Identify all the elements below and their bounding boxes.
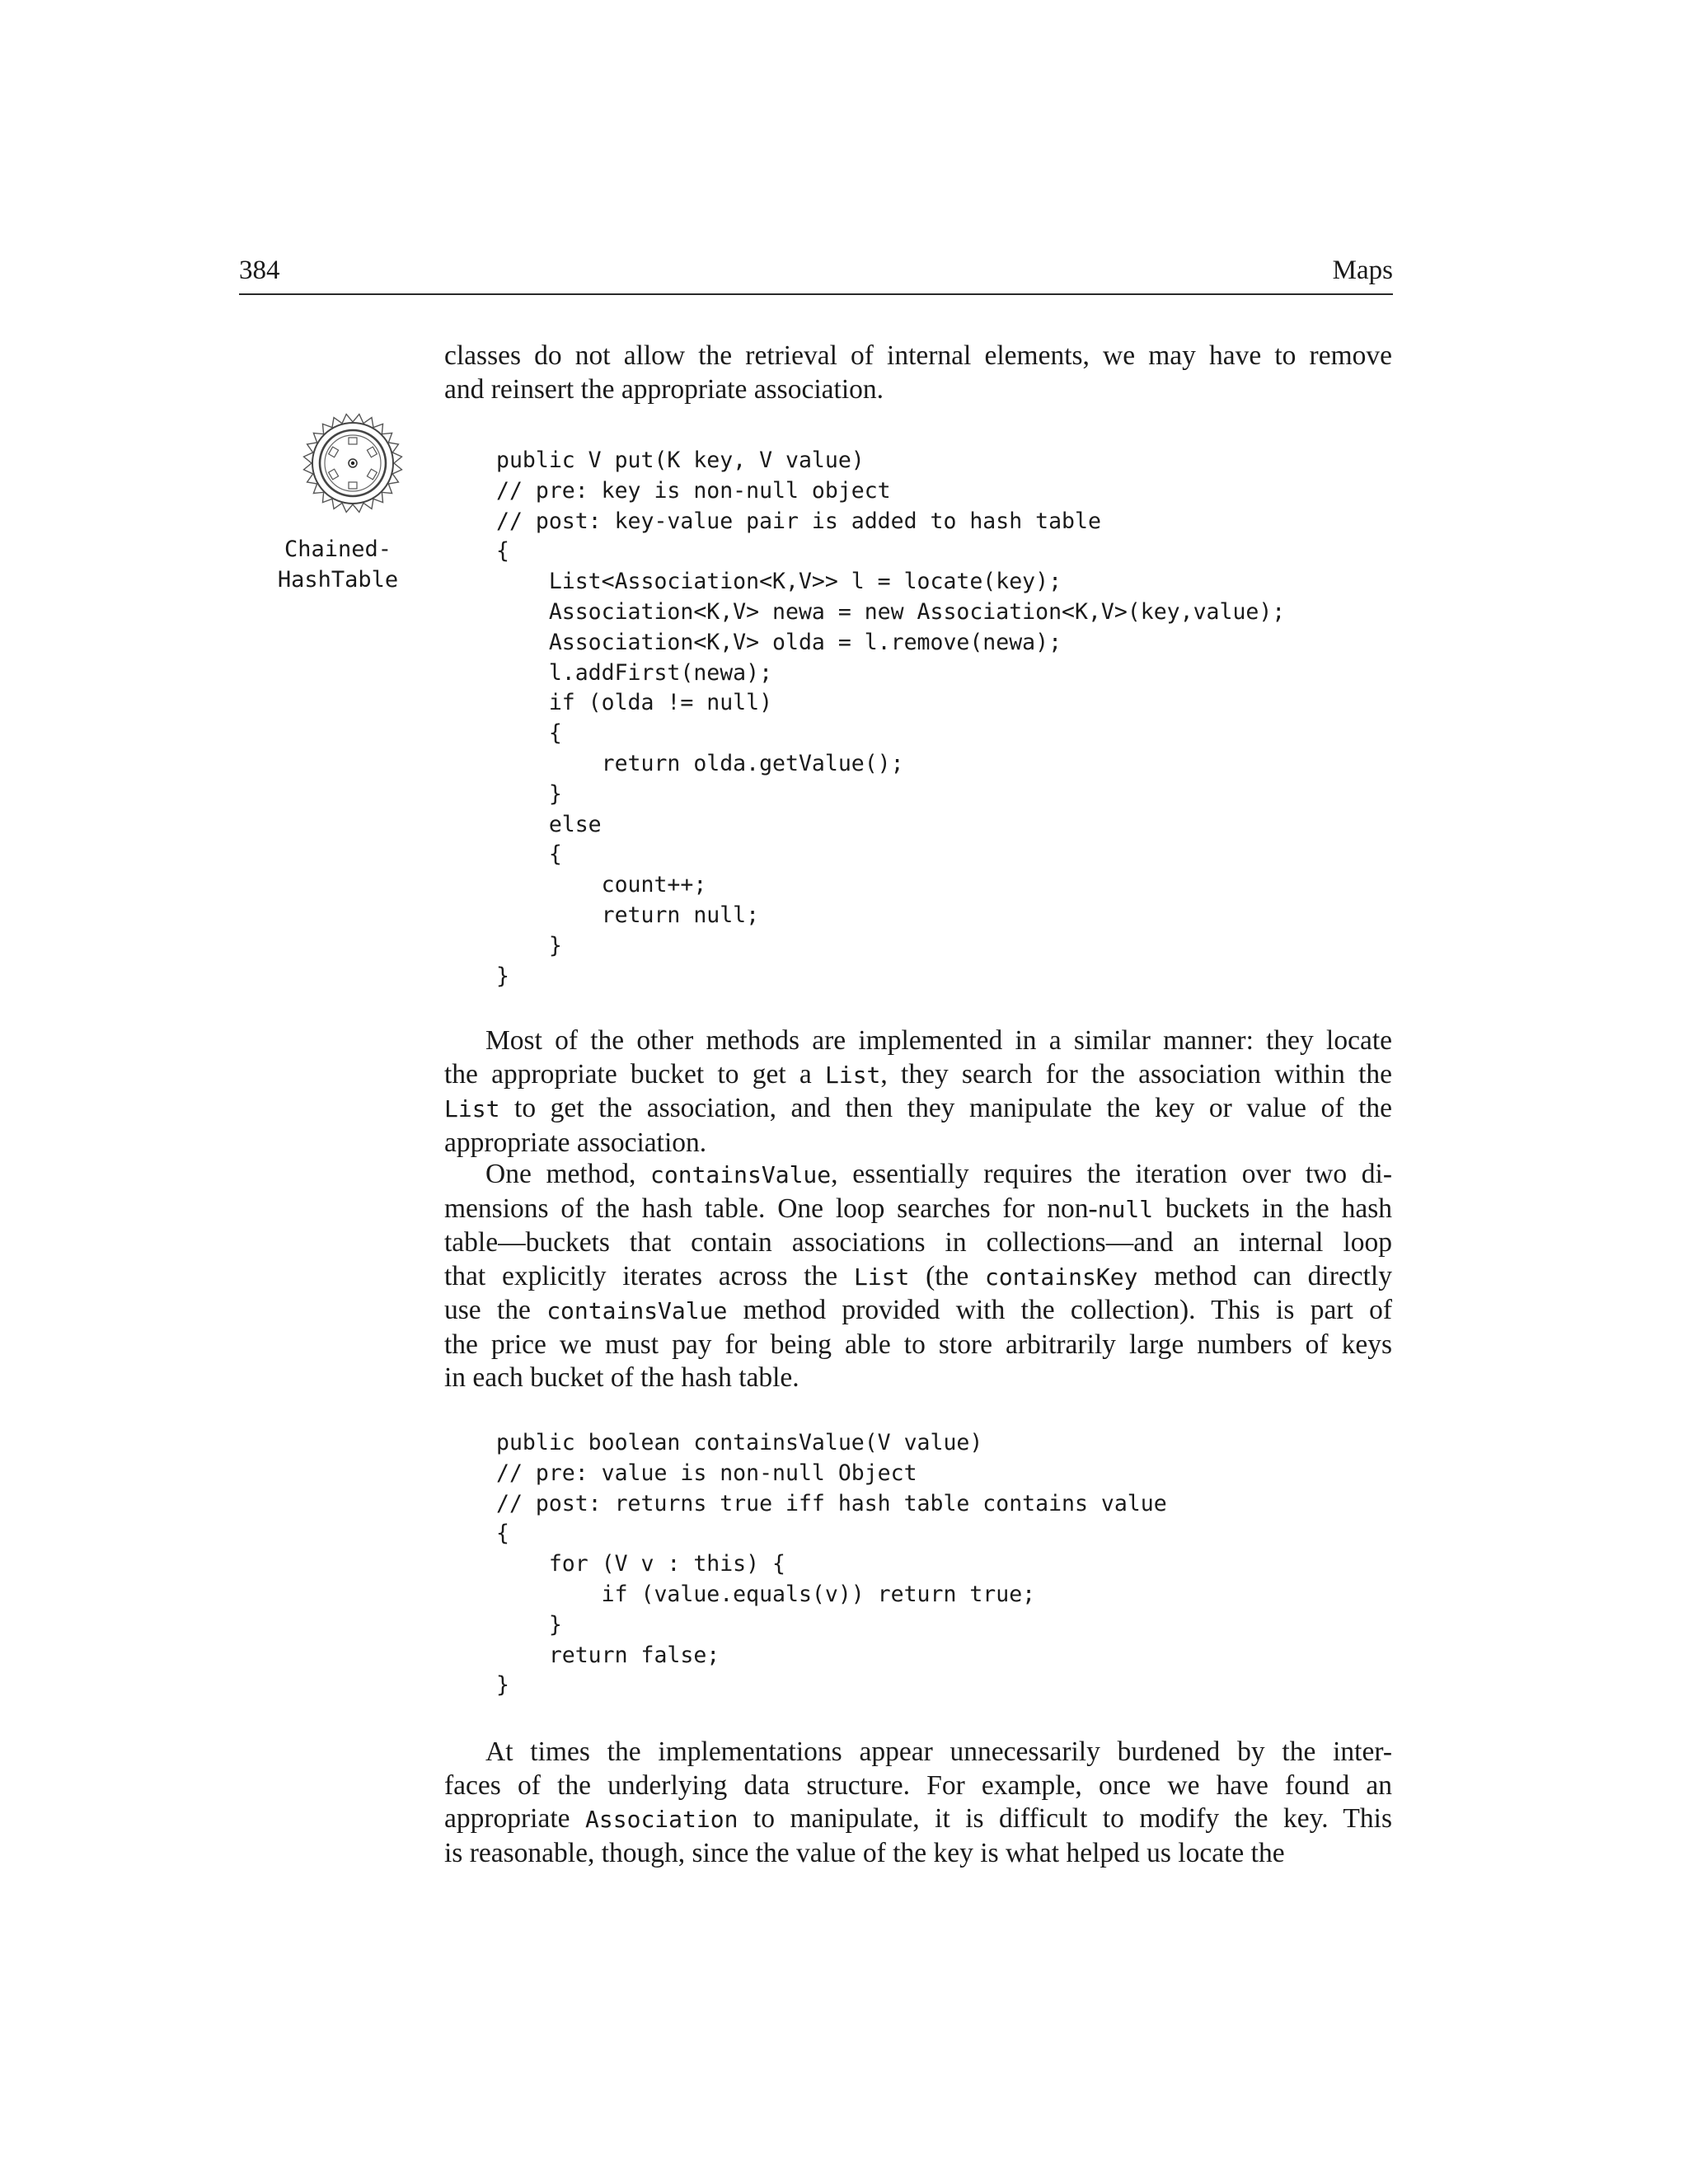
- code-line: public V put(K key, V value): [496, 448, 865, 473]
- text-line: [444, 1058, 1392, 1093]
- gear-slot: [329, 469, 339, 480]
- text-run: At times the implementations appear unnecessarily burdened by the inter-: [485, 1736, 1392, 1767]
- page-header: [239, 254, 1393, 295]
- text-run: One method,: [485, 1159, 650, 1189]
- text-run: in each bucket of the hash table.: [444, 1362, 799, 1393]
- code-line: return null;: [496, 902, 760, 928]
- text-run: , essentially requires the iteration over two di-: [831, 1159, 1393, 1189]
- text-run: (the: [909, 1260, 985, 1291]
- code-line: for (V v : this) {: [496, 1551, 785, 1577]
- gear-slot: [349, 438, 357, 444]
- code-line: count++;: [496, 872, 707, 898]
- text-line: [444, 1226, 1392, 1260]
- code-line: if (olda != null): [496, 690, 773, 716]
- margin-note-label: [247, 534, 429, 595]
- code-line: {: [496, 720, 562, 747]
- text-run: Most of the other methods are implemented in a similar manner: they locate: [485, 1025, 1392, 1056]
- text-line: [444, 1361, 1392, 1395]
- inline-code: List: [444, 1095, 500, 1122]
- code-line: Association<K,V> newa = new Association<K,V>(key,value);: [496, 598, 1286, 625]
- code-block-containsvalue: [496, 1428, 1167, 1701]
- code-line: // post: key-value pair is added to hash table: [496, 508, 1101, 534]
- inline-code: null: [1097, 1195, 1154, 1223]
- paragraph-methods: [444, 1024, 1392, 1160]
- code-line: }: [496, 963, 509, 989]
- code-line: // post: returns true iff hash table contains value: [496, 1490, 1167, 1516]
- text-run: that explicitly iterates across the: [444, 1260, 854, 1291]
- text-run: buckets in the hash: [1153, 1193, 1392, 1224]
- code-line: // pre: value is non-null Object: [496, 1460, 917, 1486]
- inline-code: List: [853, 1263, 910, 1291]
- text-line: classes do not allow the retrieval of internal elements, we may have to remove: [444, 340, 1392, 371]
- text-run: use the: [444, 1295, 547, 1325]
- gear-slot: [367, 447, 377, 457]
- margin-note-line: HashTable: [277, 567, 399, 593]
- text-run: is reasonable, though, since the value of the key is what helped us locate the: [444, 1837, 1285, 1868]
- text-line: and reinsert the appropriate association.: [444, 373, 884, 405]
- page-number: 384: [239, 255, 280, 285]
- gear-slot: [349, 482, 357, 489]
- text-run: method can directly: [1137, 1260, 1392, 1291]
- text-line: [444, 1802, 1392, 1837]
- paragraph-times: [444, 1736, 1392, 1870]
- text-line: [444, 1024, 1392, 1058]
- text-line: [444, 1329, 1392, 1362]
- intro-paragraph: [444, 340, 1392, 406]
- text-line: [444, 1769, 1392, 1803]
- code-line: {: [496, 841, 562, 868]
- text-run: mensions of the hash table. One loop searches for non-: [444, 1193, 1098, 1224]
- gear-slot: [367, 469, 377, 480]
- text-run: the appropriate bucket to get a: [444, 1058, 825, 1090]
- text-run: appropriate: [444, 1803, 586, 1834]
- code-block-put: [496, 446, 1285, 991]
- inline-code: containsValue: [546, 1297, 728, 1324]
- text-run: to get the association, and then they manipulate the key or value of the: [499, 1093, 1392, 1123]
- code-line: return false;: [496, 1642, 720, 1668]
- text-line: [444, 1260, 1392, 1295]
- code-line: {: [496, 1521, 509, 1547]
- margin-note-line: Chained-: [284, 537, 392, 562]
- text-run: method provided with the collection). This is part of: [727, 1295, 1392, 1325]
- code-line: List<Association<K,V>> l = locate(key);: [496, 569, 1062, 595]
- text-run: the price we must pay for being able to store arbitrarily large numbers of keys: [444, 1329, 1392, 1360]
- text-run: to manipulate, it is difficult to modify the key. This: [738, 1803, 1392, 1834]
- running-title: Maps: [1332, 255, 1393, 285]
- code-line: {: [496, 538, 509, 565]
- inline-code: containsValue: [650, 1161, 832, 1188]
- text-line: [444, 1092, 1392, 1127]
- text-line: [444, 1127, 1392, 1160]
- text-run: appropriate association.: [444, 1127, 707, 1158]
- text-run: , they search for the association within the: [880, 1058, 1393, 1090]
- code-line: }: [496, 1672, 509, 1699]
- code-line: }: [496, 1611, 562, 1638]
- code-line: else: [496, 811, 602, 837]
- code-line: return olda.getValue();: [496, 750, 904, 776]
- text-line: [444, 1158, 1392, 1193]
- text-line: [444, 1837, 1392, 1871]
- inline-code: Association: [585, 1806, 738, 1833]
- text-line: [444, 1294, 1392, 1329]
- text-line: [444, 1736, 1392, 1769]
- text-run: table—buckets that contain associations in collections—and an internal loop: [444, 1227, 1392, 1258]
- code-line: public boolean containsValue(V value): [496, 1430, 983, 1455]
- gear-wheel-icon: [302, 412, 404, 514]
- text-run: faces of the underlying data structure. For example, once we have found an: [444, 1769, 1392, 1801]
- code-line: }: [496, 932, 562, 958]
- paragraph-containsvalue: [444, 1158, 1392, 1395]
- code-line: Association<K,V> olda = l.remove(newa);: [496, 629, 1062, 655]
- text-line: [444, 1193, 1392, 1227]
- code-line: if (value.equals(v)) return true;: [496, 1581, 1036, 1607]
- gear-slot: [329, 447, 339, 457]
- inline-code: List: [824, 1061, 881, 1089]
- code-line: // pre: key is non-null object: [496, 477, 891, 504]
- inline-code: containsKey: [984, 1263, 1138, 1291]
- code-line: }: [496, 780, 562, 807]
- code-line: l.addFirst(newa);: [496, 659, 773, 686]
